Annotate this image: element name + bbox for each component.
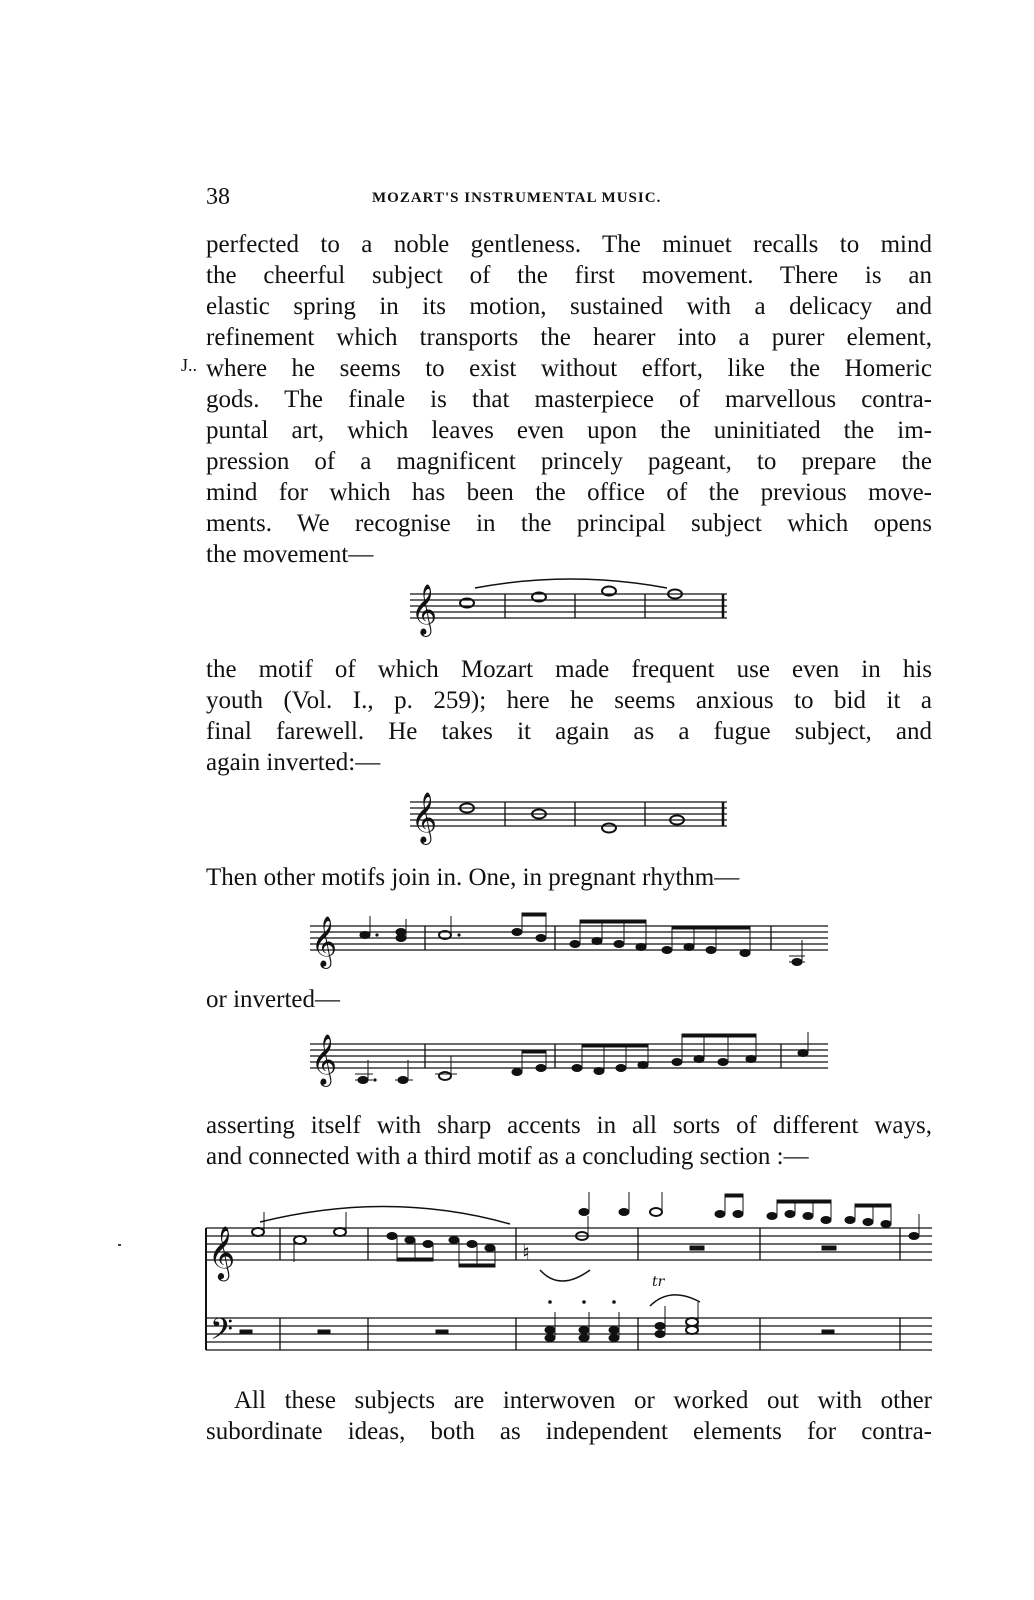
- treble-clef-icon: 𝄞: [311, 916, 338, 967]
- paragraph-1: [206, 229, 932, 570]
- treble-clef-icon: 𝄞: [411, 584, 438, 635]
- treble-clef-icon: 𝄞: [208, 1225, 236, 1279]
- margin-mark: J..: [181, 355, 198, 375]
- text-line: and connected with a third motif as a concluding section :—: [206, 1143, 809, 1170]
- running-head: MOZART'S INSTRUMENTAL MUSIC.: [372, 190, 662, 206]
- text-line: pression of a magnificent princely pageant, to prepare the: [206, 448, 932, 475]
- text-line: mind for which has been the office of the previous move-: [206, 479, 932, 506]
- music-example-4: [305, 1024, 835, 1094]
- text-line: the movement—: [206, 541, 374, 568]
- text-line: the motif of which Mozart made frequent use even in his: [206, 656, 932, 683]
- paragraph-3: [206, 862, 932, 893]
- text-line: or inverted—: [206, 986, 340, 1013]
- text-line: the cheerful subject of the first movement. There is an: [206, 262, 932, 289]
- svg-text:♮: ♮: [522, 1241, 530, 1266]
- music-example-1: [405, 572, 735, 642]
- whole-note: [602, 824, 616, 833]
- text-line: subordinate ideas, both as independent elements for contra-: [206, 1418, 932, 1445]
- text-line: elastic spring in its motion, sustained with a delicacy and: [206, 293, 932, 320]
- text-line: gods. The finale is that masterpiece of marvellous contra-: [206, 386, 932, 413]
- paragraph-6: [206, 1385, 932, 1447]
- music-example-3: [305, 908, 835, 978]
- bass-clef-icon: 𝄢: [210, 1313, 234, 1354]
- music-example-5: [200, 1190, 940, 1370]
- text-line: refinement which transports the hearer into a purer element,: [206, 324, 932, 351]
- text-line: youth (Vol. I., p. 259); here he seems anxious to bid it a: [206, 687, 932, 714]
- page-number: 38: [206, 184, 230, 210]
- text-line: asserting itself with sharp accents in all sorts of different ways,: [206, 1112, 932, 1139]
- treble-clef-icon: 𝄞: [411, 792, 438, 843]
- text-line: perfected to a noble gentleness. The minuet recalls to mind: [206, 231, 932, 258]
- trill-mark: tr: [652, 1274, 665, 1290]
- treble-clef-icon: 𝄞: [311, 1034, 338, 1085]
- music-example-2: [405, 790, 735, 850]
- text-line: All these subjects are interwoven or worked out with other: [234, 1387, 932, 1414]
- paragraph-2: [206, 654, 932, 778]
- text-line: puntal art, which leaves even upon the uninitiated the im-: [206, 417, 932, 444]
- text-line: where he seems to exist without effort, like the Homeric: [206, 355, 932, 382]
- text-line: final farewell. He takes it again as a fugue subject, and: [206, 718, 932, 745]
- stray-mark: [118, 1244, 121, 1246]
- text-line: ments. We recognise in the principal subject which opens: [206, 510, 932, 537]
- paragraph-5: [206, 1110, 932, 1172]
- text-line: again inverted:—: [206, 749, 381, 776]
- paragraph-4: [206, 984, 932, 1015]
- text-line: Then other motifs join in. One, in pregnant rhythm—: [206, 864, 740, 891]
